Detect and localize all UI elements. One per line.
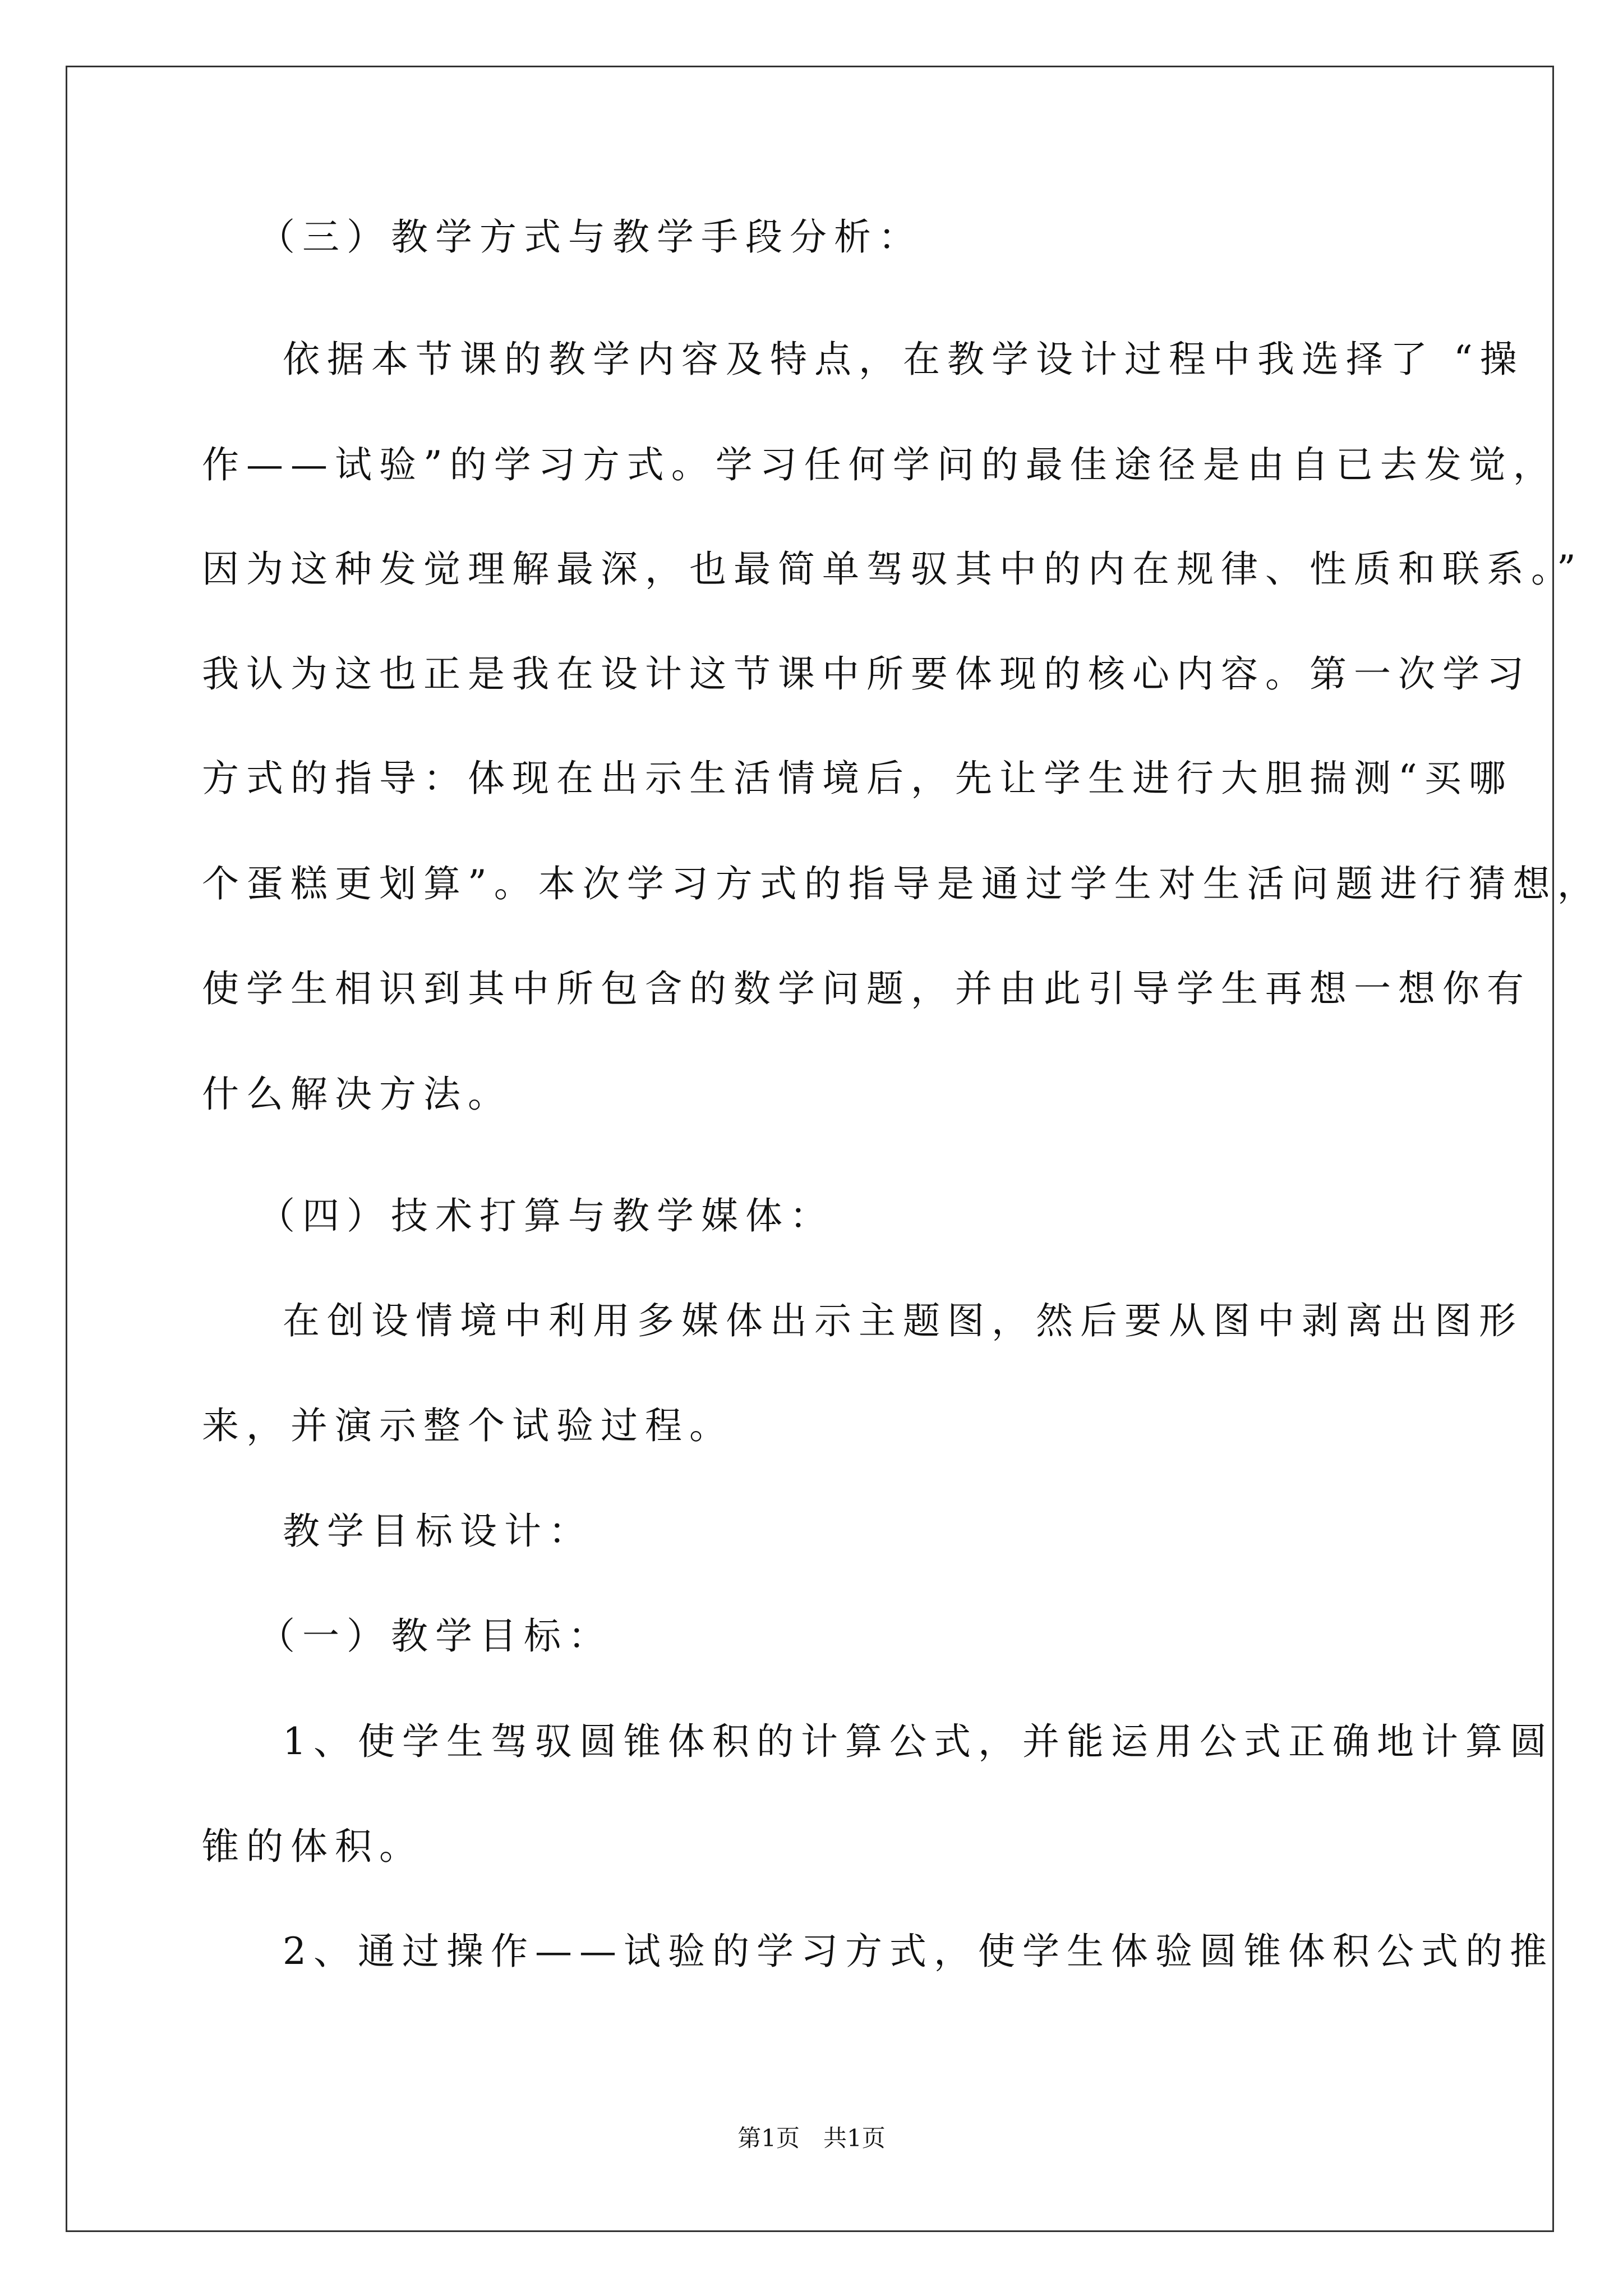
paragraph-line: 在创设情境中利用多媒体出示主题图，然后要从图中剥离出图形	[283, 1299, 1523, 1342]
paragraph-line: 来，并演示整个试验过程。	[202, 1404, 734, 1447]
paragraph-line: 因为这种发觉理解最深，也最简单驾驭其中的内在规律、性质和联系。”	[202, 547, 1583, 591]
paragraph-line: 我认为这也正是我在设计这节课中所要体现的核心内容。第一次学习	[202, 652, 1531, 696]
page-number: 第1页 共1页	[737, 2124, 886, 2152]
paragraph-line: 使学生相识到其中所包含的数学问题，并由此引导学生再想一想你有	[202, 967, 1531, 1010]
heading-teaching-objectives: （一）教学目标：	[258, 1614, 612, 1658]
paragraph-line: 锥的体积。	[202, 1825, 423, 1868]
page-border	[66, 66, 1554, 2232]
list-item-objective-1: 1、使学生驾驭圆锥体积的计算公式，并能运用公式正确地计算圆	[283, 1720, 1554, 1763]
heading-technical-preparation: （四）技术打算与教学媒体：	[258, 1194, 834, 1237]
paragraph-line: 依据本节课的教学内容及特点，在教学设计过程中我选择了 “操	[283, 338, 1524, 381]
heading-teaching-methods: （三）教学方式与教学手段分析：	[258, 215, 923, 259]
paragraph-line: 方式的指导：体现在出示生活情境后，先让学生进行大胆揣测“买哪	[202, 757, 1513, 800]
paragraph-line: 什么解决方法。	[202, 1073, 512, 1116]
heading-objective-design: 教学目标设计：	[283, 1510, 593, 1553]
paragraph-line: 个蛋糕更划算”。本次学习方式的指导是通过学生对生活问题进行猜想，	[202, 862, 1602, 905]
list-item-objective-2: 2、通过操作——试验的学习方式，使学生体验圆锥体积公式的推	[283, 1930, 1554, 1973]
paragraph-line: 作——试验”的学习方式。学习任何学问的最佳途径是由自已去发觉，	[202, 443, 1557, 486]
